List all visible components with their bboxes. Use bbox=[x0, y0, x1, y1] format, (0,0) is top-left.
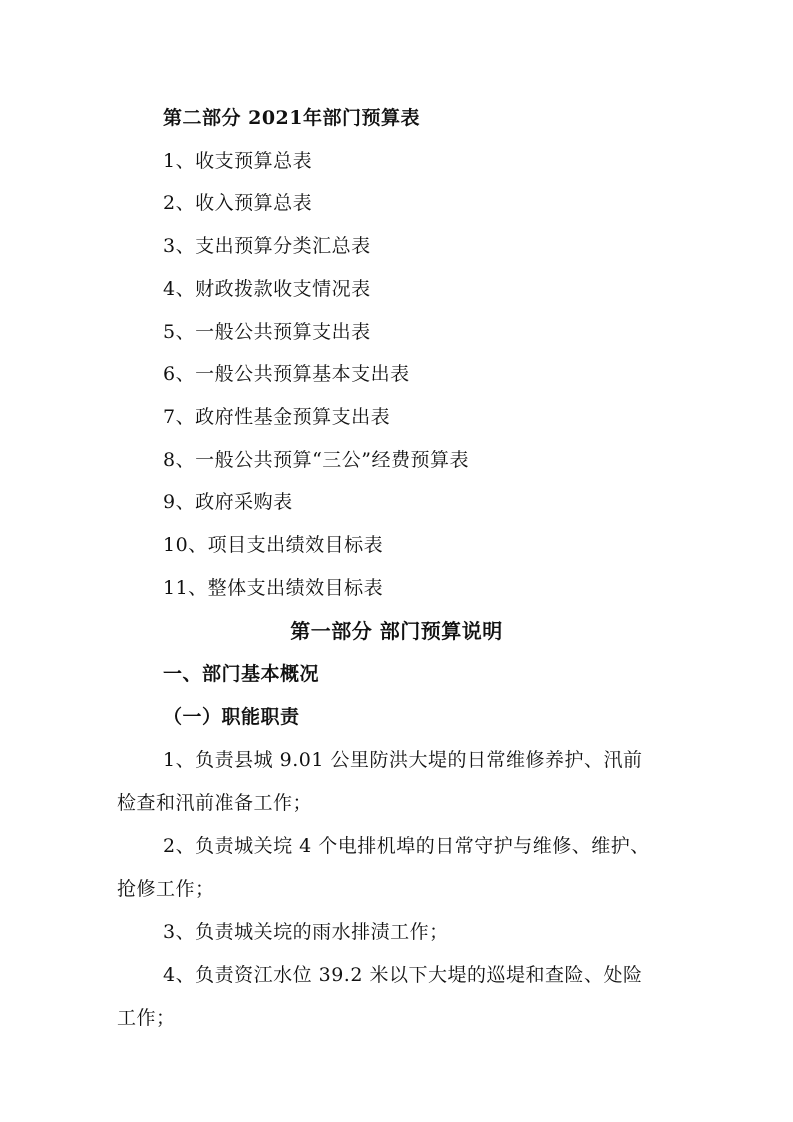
table-list-item: 11、整体支出绩效目标表 bbox=[163, 577, 384, 599]
table-list-item: 4、财政拨款收支情况表 bbox=[163, 278, 371, 300]
paragraph-line: 工作； bbox=[117, 1007, 176, 1029]
part2-title: 第二部分 2021年部门预算表 bbox=[163, 107, 420, 129]
table-list-item: 10、项目支出绩效目标表 bbox=[163, 534, 384, 556]
table-list-item: 6、一般公共预算基本支出表 bbox=[163, 363, 410, 385]
table-list-item: 3、支出预算分类汇总表 bbox=[163, 235, 371, 257]
paragraph-line: 检查和汛前准备工作； bbox=[117, 792, 313, 814]
part1-title: 第一部分 部门预算说明 bbox=[290, 619, 503, 643]
paragraph-line: 4、负责资江水位 39.2 米以下大堤的巡堤和查险、处险 bbox=[163, 964, 643, 986]
paragraph-line: 1、负责县城 9.01 公里防洪大堤的日常维修养护、汛前 bbox=[163, 749, 643, 771]
table-list-item: 7、政府性基金预算支出表 bbox=[163, 406, 391, 428]
table-list-item: 8、一般公共预算“三公”经费预算表 bbox=[163, 449, 470, 471]
table-list-item: 1、收支预算总表 bbox=[163, 150, 313, 172]
section-heading: 一、部门基本概况 bbox=[163, 663, 320, 685]
table-list-item: 9、政府采购表 bbox=[163, 491, 293, 513]
table-list-item: 5、一般公共预算支出表 bbox=[163, 321, 371, 343]
paragraph-line: 2、负责城关垸 4 个电排机埠的日常守护与维修、维护、 bbox=[163, 835, 650, 857]
table-list-item: 2、收入预算总表 bbox=[163, 192, 313, 214]
paragraph-line: 3、负责城关垸的雨水排渍工作； bbox=[163, 921, 449, 943]
subsection-heading: （一）职能职责 bbox=[163, 706, 300, 728]
paragraph-line: 抢修工作； bbox=[117, 878, 215, 900]
